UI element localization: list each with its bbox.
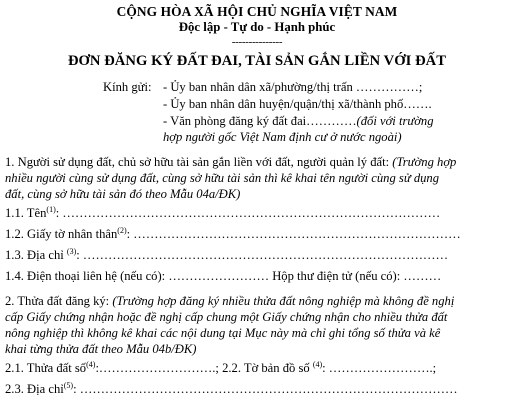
footnote-ref-4b: (4) [312,360,323,369]
field-1-2-label: 1.2. Giấy tờ nhân thân [5,227,118,241]
form-title: ĐƠN ĐĂNG KÝ ĐẤT ĐAI, TÀI SẢN GẮN LIỀN VỚI ĐẤT [67,53,447,69]
field-2-3-blank: : ……………………………………………………………………………… [73,382,458,396]
national-motto: Độc lập - Tự do - Hạnh phúc [178,20,336,34]
field-2-2-label: 2.2. Tờ bản đồ số [222,361,313,375]
footnote-ref-3: (3) [66,247,77,256]
recipient-land-office-note: (đối với trường [356,114,434,128]
recipient-land-office-text: - Văn phòng đăng ký đất đai………… [163,114,357,128]
field-1-2-identity [5,226,461,242]
footnote-ref-1: (1) [46,205,56,214]
field-1-1-name [5,205,440,221]
section1-note-line2: nhiều người cùng sử dụng đất, cùng sở hữu tài sản thì kê khai tên người cùng sử dụng [5,171,440,185]
section2-note-line4: khai từng thửa đất theo Mẫu 04b/ĐK) [5,342,197,356]
footnote-ref-4a: (4) [86,360,96,369]
header-separator: --------------- [231,36,283,48]
section2-heading [5,293,454,309]
section2-heading-note: (Trường hợp đăng ký nhiều thửa đất nông nghiệp mà không đề nghị [112,294,455,308]
field-1-3-blank: : …………………………………………………………………………… [76,248,449,262]
section2-heading-text: 2. Thửa đất đăng ký: [5,294,113,308]
field-2-1-2-2 [5,360,436,376]
section2-note-line2: cấp Giấy chứng nhận hoặc đề nghị cấp chung một Giấy chứng nhận cho nhiều thửa đất [5,310,448,324]
field-1-3-label: 1.3. Địa chỉ [5,248,67,262]
section1-note-line3: đất, cùng sở hữu tài sản đó theo Mẫu 04a/ĐK) [5,187,241,201]
recipient-land-office-note-cont: hợp người gốc Việt Nam định cư ở nước ngoài) [163,130,402,144]
field-1-1-blank: : ……………………………………………………………………………… [55,206,441,220]
field-1-1-label: 1.1. Tên [5,206,47,220]
field-1-4-contact: 1.4. Điện thoại liên hệ (nếu có): …………………… Hộp thư điện tử (nếu có): ……… [5,269,442,283]
recipient-district: - Ủy ban nhân dân huyện/quận/thị xã/thành phố……. [163,97,432,111]
national-name: CỘNG HÒA XÃ HỘI CHỦ NGHĨA VIỆT NAM [116,4,398,19]
section2-note-line3: nông nghiệp thì không kê khai các nội dung tại Mục này mà chỉ ghi tổng số thửa và kê [5,326,441,340]
field-2-2-blank: : …………………….; [322,361,437,375]
field-2-1-label: 2.1. Thửa đất số [5,361,87,375]
section1-heading-note: (Trường hợp [392,155,457,169]
recipients-label: Kính gửi: [103,80,152,94]
footnote-ref-2: (2) [117,226,127,235]
recipient-commune: - Ủy ban nhân dân xã/phường/thị trấn ……………; [163,80,423,94]
section1-heading [5,154,456,170]
field-1-2-blank: : …………………………………………………………………… [126,227,461,241]
footnote-ref-5: (5) [63,381,74,390]
field-1-3-address [5,247,448,263]
section1-heading-text: 1. Người sử dụng đất, chủ sở hữu tài sản gắn liền với đất, người quản lý đất: [5,155,393,169]
field-2-3-label: 2.3. Địa chỉ [5,382,64,396]
field-2-3-address [5,381,458,397]
recipient-land-office [163,113,434,129]
field-2-1-blank: :……………………….; [95,361,223,375]
